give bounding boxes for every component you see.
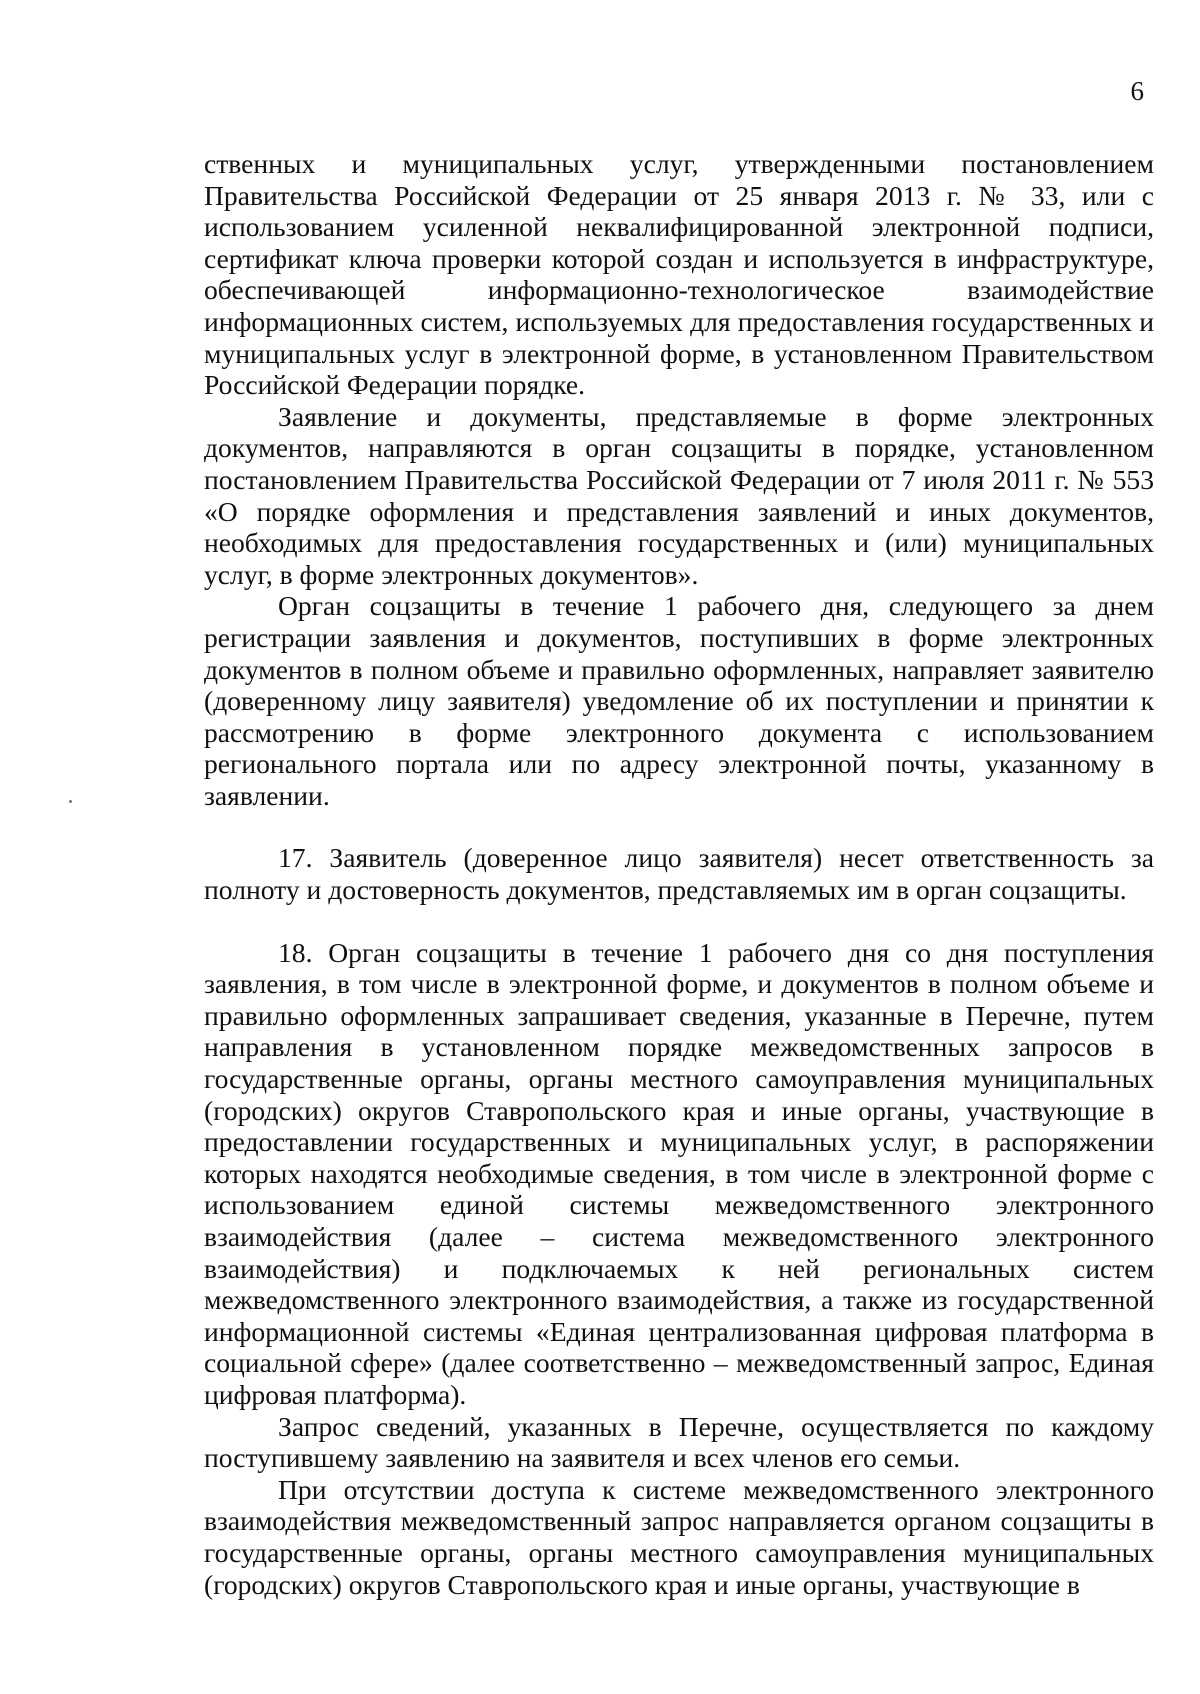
paragraph-item-18: 18. Орган соцзащиты в течение 1 рабочего дня со дня поступления заявления, в том числе в электронной форме, и документов в полном объеме и правильно оформленных запрашивает сведения, указанные в Перечне, путем направления в установленном порядке межведомственных запросов в государственные органы, органы местного самоуправления муниципальных (городских) округов Ставропольского края и иные органы, участвующие в предоставлении государственных и муниципальных услуг, в распоряжении которых находятся необходимые сведения, в том числе в электронной форме с использованием единой системы межведомственного электронного взаимодействия (далее – система межведомственного электронного взаимодействия) и подключаемых к ней региональных систем межведомственного электронного взаимодействия, а также из государственной информационной системы «Единая централизованная цифровая платформа в социальной сфере» (далее соответственно – межведомственный запрос, Единая цифровая платформа). — [204, 936, 1154, 1410]
paragraph-no-access: При отсутствии доступа к системе межведомственного электронного взаимодействия межведомственный запрос направляется органом соцзащиты в государственные органы, органы местного самоуправления муниципальных (городских) округов Ставропольского края и иные органы, участвующие в — [204, 1473, 1154, 1600]
paragraph-electronic-documents: Заявление и документы, представляемые в форме электронных документов, направляются в орган соцзащиты в порядке, установленном постановлением Правительства Российской Федерации от 7 июля 2011 г. № 553 «О порядке оформления и представления заявлений и иных документов, необходимых для предоставления государственных и (или) муниципальных услуг, в форме электронных документов». — [204, 400, 1154, 590]
paragraph-notification: Орган соцзащиты в течение 1 рабочего дня, следующего за днем регистрации заявления и документов, поступивших в форме электронных документов в полном объеме и правильно оформленных, направляет заявителю (доверенному лицу заявителя) уведомление об их поступлении и принятии к рассмотрению в форме электронного документа с использованием регионального портала или по адресу электронной почты, указанному в заявлении. — [204, 590, 1154, 811]
paragraph-continuation: ственных и муниципальных услуг, утвержденными постановлением Правительства Российской Федерации от 25 января 2013 г. № 33, или с использованием усиленной неквалифицированной электронной подписи, сертификат ключа проверки которой создан и используется в инфраструктуре, обеспечивающей информационно-технологическое взаимодействие информационных систем, используемых для предоставления государственных и муниципальных услуг в электронной форме, в установленном Правительством Российской Федерации порядке. — [204, 148, 1154, 401]
document-body — [204, 148, 1154, 1600]
paragraph-item-17: 17. Заявитель (доверенное лицо заявителя) несет ответственность за полноту и достоверность документов, представляемых им в орган соцзащиты. — [204, 842, 1154, 906]
page-number: 6 — [1130, 76, 1144, 106]
paragraph-request-scope: Запрос сведений, указанных в Перечне, осуществляется по каждому поступившему заявлению на заявителя и всех членов его семьи. — [204, 1410, 1154, 1474]
scan-speck — [69, 800, 72, 803]
